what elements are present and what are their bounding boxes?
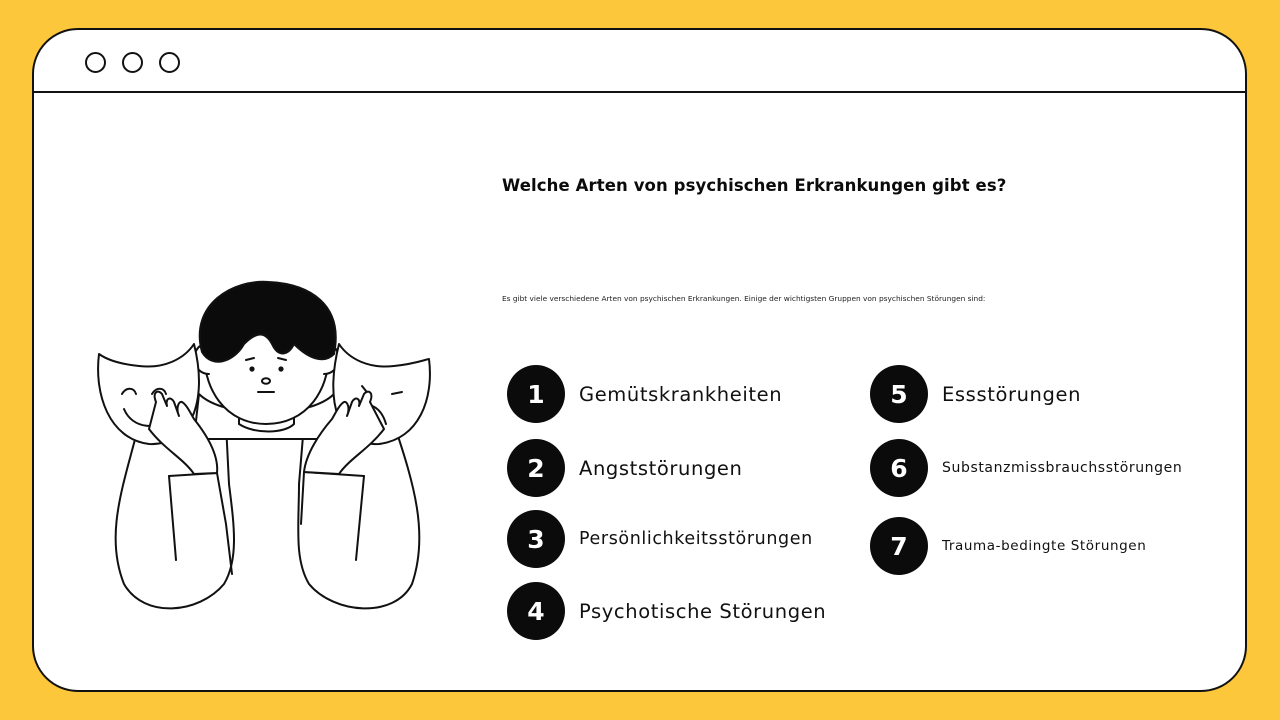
list-item-label: Angststörungen — [579, 456, 743, 480]
list-item — [870, 439, 1182, 497]
slide-intro-text: Es gibt viele verschiedene Arten von psychischen Erkrankungen. Einige der wichtigsten Gruppen von psychischen Störungen sind: — [502, 294, 986, 303]
list-item-label: Psychotische Störungen — [579, 599, 827, 623]
slide-title: Welche Arten von psychischen Erkrankungen gibt es? — [502, 176, 1007, 195]
list-item — [507, 365, 782, 423]
list-item-label: Substanzmissbrauchsstörungen — [942, 460, 1183, 476]
window-titlebar — [34, 30, 1245, 93]
number-badge: 1 — [507, 365, 565, 423]
list-item-label: Trauma-bedingte Störungen — [942, 538, 1147, 554]
window-control-dot-icon[interactable] — [85, 52, 106, 73]
list-item-label: Persönlichkeitsstörungen — [579, 529, 813, 549]
window-control-dot-icon[interactable] — [159, 52, 180, 73]
window-control-dot-icon[interactable] — [122, 52, 143, 73]
list-item — [507, 582, 826, 640]
slide-content — [34, 94, 1245, 690]
list-item-label: Gemütskrankheiten — [579, 382, 783, 406]
number-badge: 4 — [507, 582, 565, 640]
list-item — [507, 510, 813, 568]
number-badge: 2 — [507, 439, 565, 497]
browser-window — [32, 28, 1247, 692]
list-item — [507, 439, 743, 497]
number-badge: 5 — [870, 365, 928, 423]
person-with-masks-illustration — [94, 274, 434, 644]
number-badge: 6 — [870, 439, 928, 497]
list-item — [870, 517, 1146, 575]
list-item — [870, 365, 1081, 423]
list-item-label: Essstörungen — [942, 382, 1082, 406]
number-badge: 3 — [507, 510, 565, 568]
number-badge: 7 — [870, 517, 928, 575]
